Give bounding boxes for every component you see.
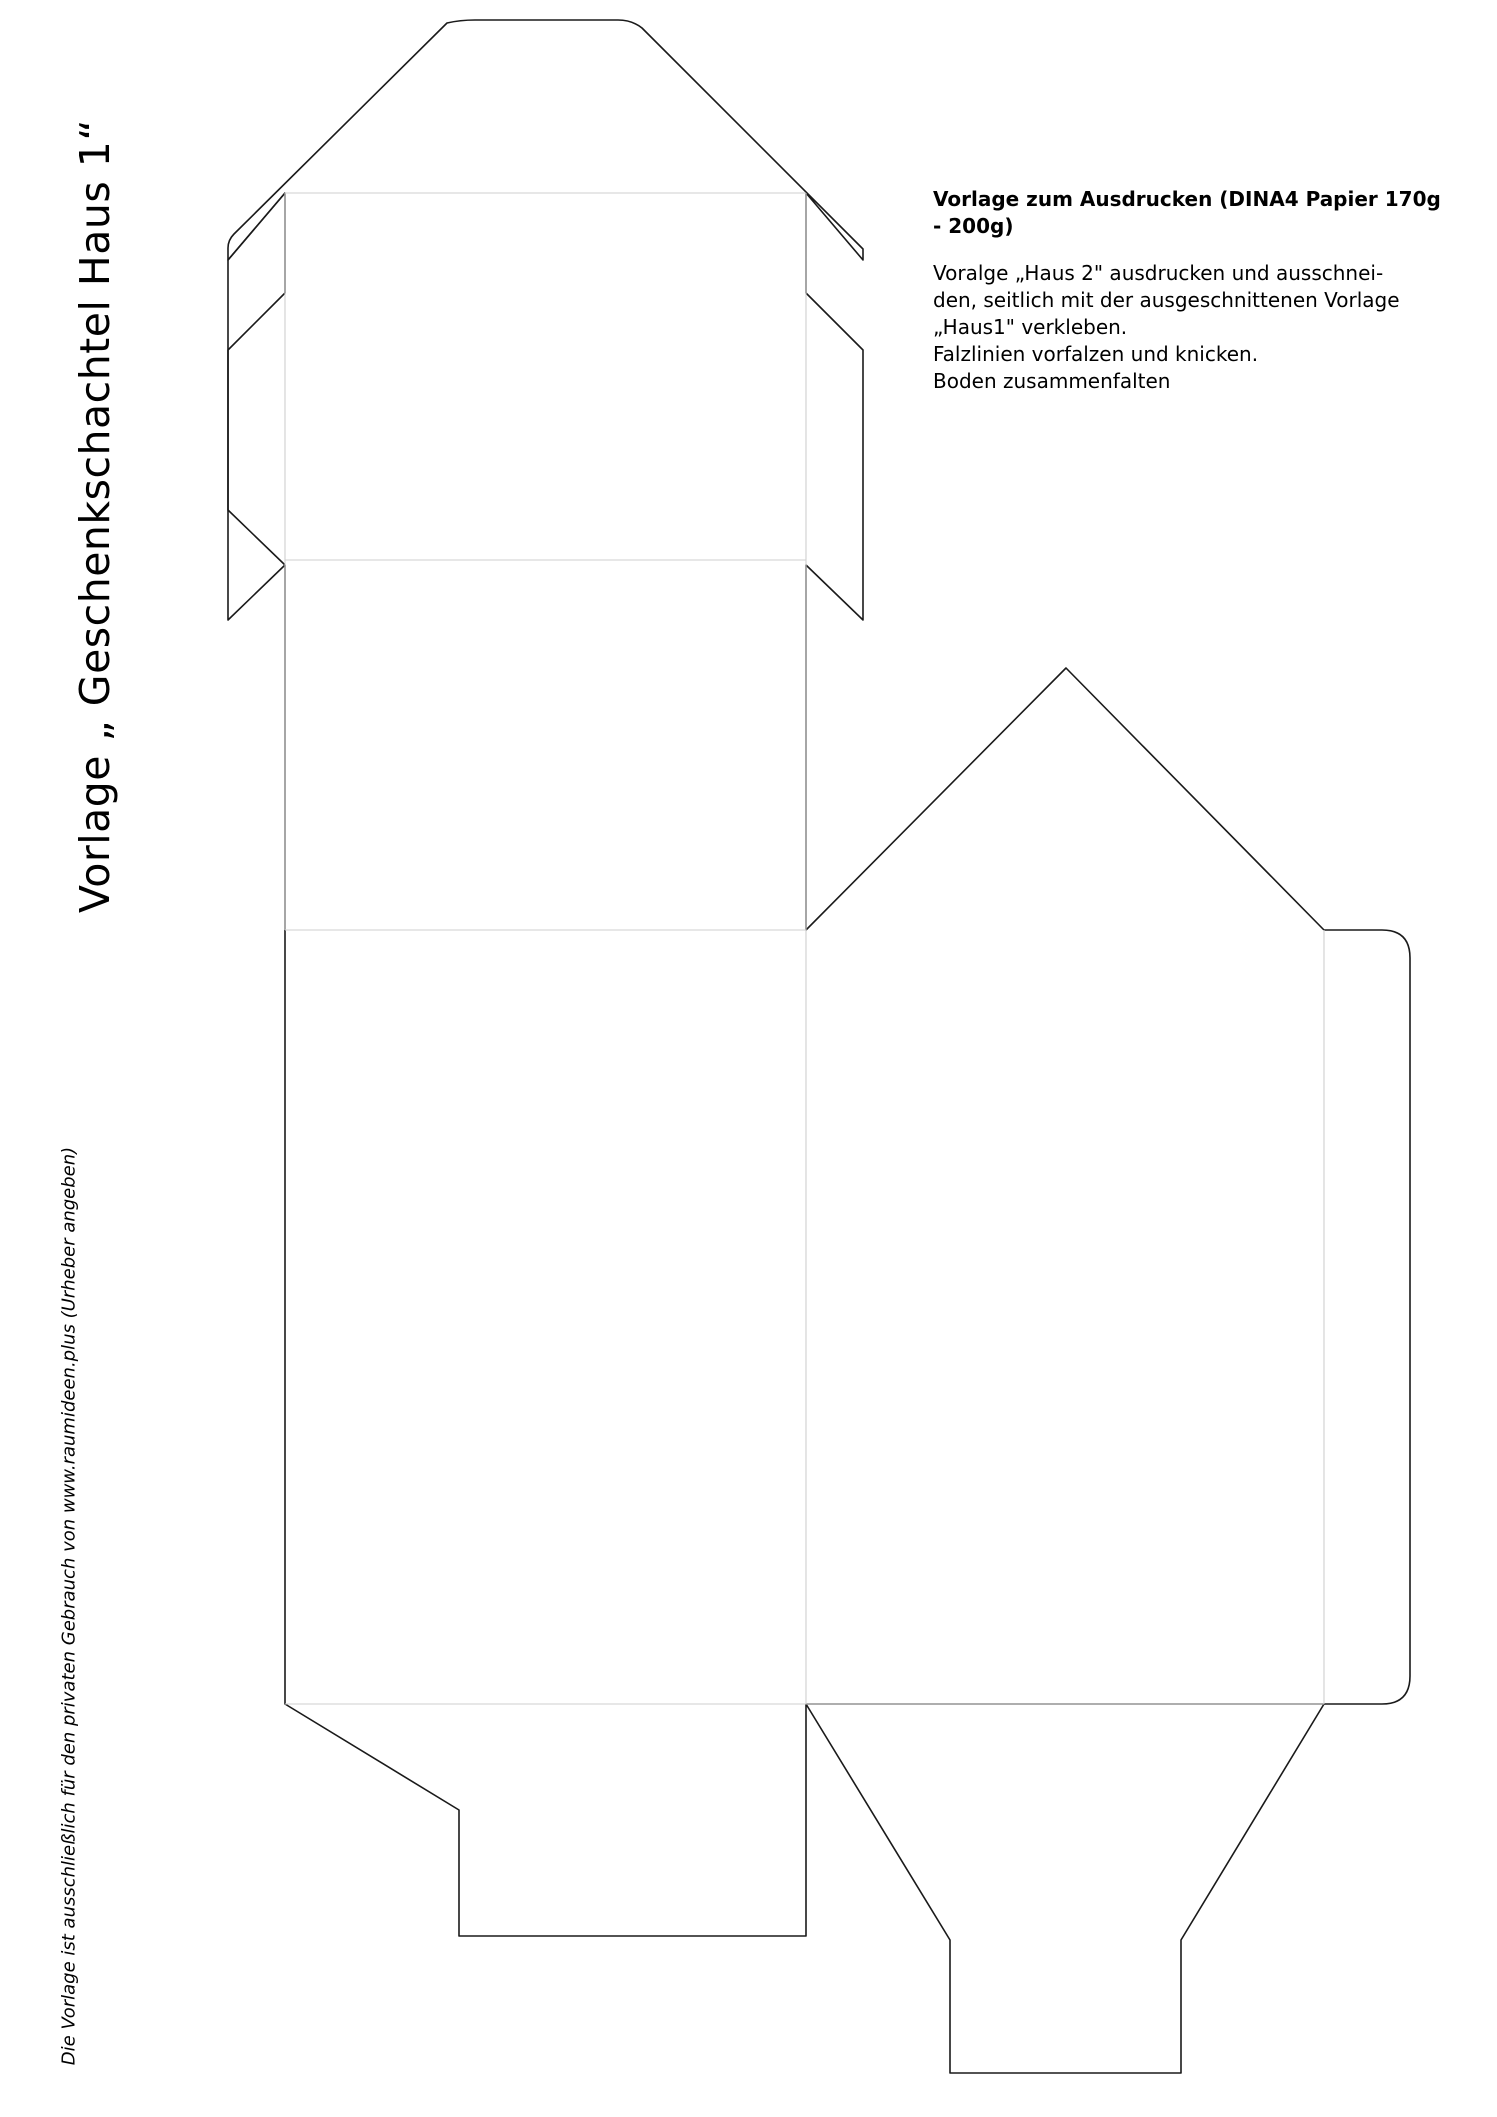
instructions-block — [933, 186, 1453, 395]
instruction-line: Boden zusammenfalten — [933, 369, 1171, 393]
cut-top-cap — [228, 193, 285, 565]
instruction-line: den, seitlich mit der ausgeschnittenen Vorlage — [933, 288, 1400, 312]
side-title: Vorlage „ Geschenkschachtel Haus 1“ — [71, 118, 119, 914]
side-note: Die Vorlage ist ausschließlich für den privaten Gebrauch von www.raumideen.plus (Urheber angeben) — [58, 1146, 80, 2066]
instruction-line: Falzlinien vorfalzen und knicken. — [933, 342, 1259, 366]
instruction-line: Voralge „Haus 2" ausdrucken und ausschnei- — [933, 261, 1384, 285]
instructions-heading: Vorlage zum Ausdrucken (DINA4 Papier 170g - 200g) — [933, 187, 1441, 238]
instruction-line: „Haus1" verkleben. — [933, 315, 1128, 339]
